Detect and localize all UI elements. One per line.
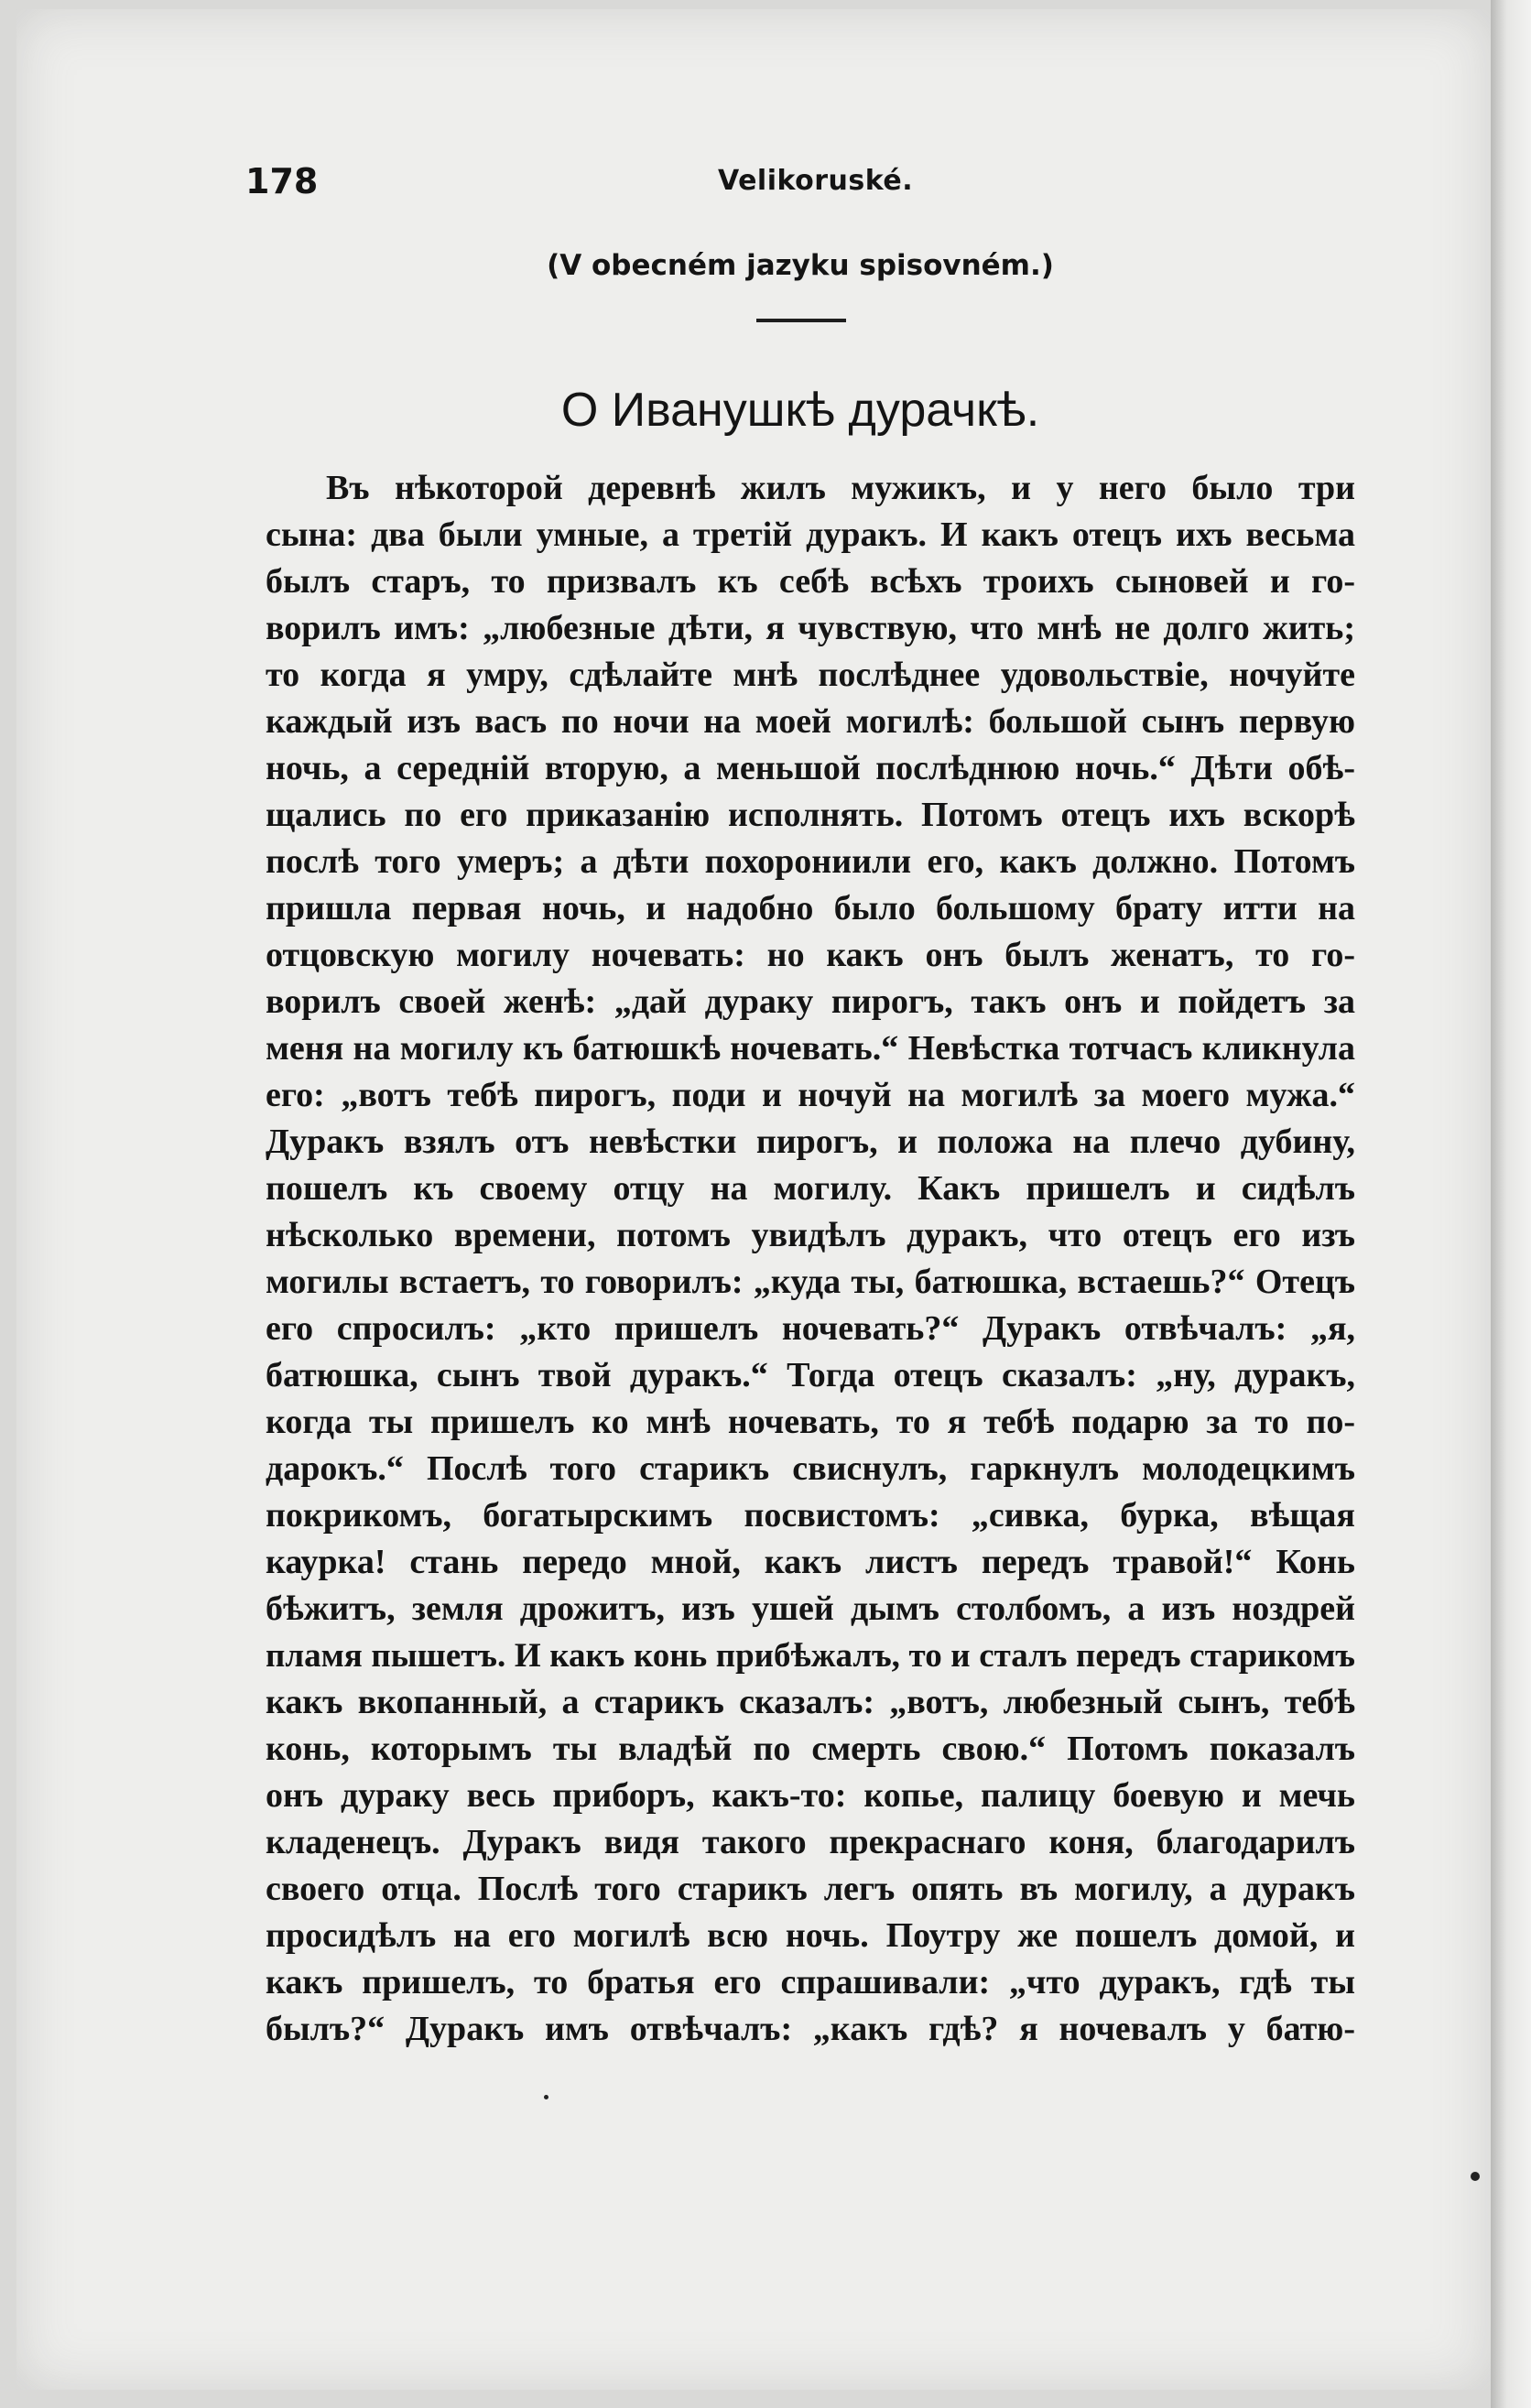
text-line: каждый изъ васъ по ночи на моей могилѣ: большой сынъ первую — [266, 702, 1355, 741]
text-line: дарокъ.“ Послѣ того старикъ свиснулъ, гаркнулъ молодецкимъ — [266, 1449, 1355, 1488]
ink-speck — [1471, 2172, 1480, 2181]
text-line: то когда я умру, сдѣлайте мнѣ послѣднее удовольствіе, ночуйте — [266, 656, 1355, 694]
page-edge — [1491, 0, 1531, 2408]
text-line: пламя пышетъ. И какъ конь прибѣжалъ, то и сталъ передъ старикомъ — [266, 1637, 1355, 1675]
text-line: Въ нѣкоторой деревнѣ жилъ мужикъ, и у него было три — [326, 469, 1355, 507]
section-subtitle: (V obecném jazyku spisovném.) — [547, 249, 1054, 282]
running-head: Velikoruské. — [718, 165, 914, 197]
page-number: 178 — [245, 161, 319, 201]
story-text — [266, 465, 1355, 2053]
text-line: какъ вкопанный, а старикъ сказалъ: „вотъ, любезный сынъ, тебѣ — [266, 1683, 1355, 1721]
text-line: ворилъ имъ: „любезные дѣти, я чувствую, что мнѣ не долго жить; — [266, 609, 1355, 647]
text-line: своего отца. Послѣ того старикъ легъ опять въ могилу, а дуракъ — [266, 1870, 1355, 1908]
text-line: просидѣлъ на его могилѣ всю ночь. Поутру же пошелъ домой, и — [266, 1916, 1355, 1955]
text-line: каурка! стань передо мной, какъ листъ передъ травой!“ Конь — [266, 1543, 1355, 1581]
text-line: сына: два были умные, а третій дуракъ. И какъ отецъ ихъ весьма — [266, 515, 1355, 554]
ink-speck — [544, 2095, 548, 2099]
title-rule — [756, 319, 846, 322]
text-line: щались по его приказанію исполнять. Потомъ отецъ ихъ вскорѣ — [266, 796, 1355, 834]
text-line: Дуракъ взялъ отъ невѣстки пирогъ, и положа на плечо дубину, — [266, 1123, 1355, 1161]
text-line: ночь, а середній вторую, а меньшой послѣднюю ночь.“ Дѣти обѣ- — [266, 749, 1355, 787]
text-line: меня на могилу къ батюшкѣ ночевать.“ Невѣстка тотчасъ кликнула — [266, 1029, 1355, 1068]
story-title: О Иванушкѣ дурачкѣ. — [560, 384, 1040, 437]
text-line: когда ты пришелъ ко мнѣ ночевать, то я тебѣ подарю за то по- — [266, 1403, 1355, 1441]
text-line: нѣсколько времени, потомъ увидѣлъ дуракъ, что отецъ его изъ — [266, 1216, 1355, 1254]
text-line: былъ?“ Дуракъ имъ отвѣчалъ: „какъ гдѣ? я ночевалъ у батю- — [266, 2010, 1355, 2048]
text-line: покрикомъ, богатырскимъ посвистомъ: „сивка, бурка, вѣщая — [266, 1496, 1355, 1535]
text-line: его: „вотъ тебѣ пирогъ, поди и ночуй на могилѣ за моего мужа.“ — [266, 1076, 1355, 1114]
text-line: ворилъ своей женѣ: „дай дураку пирогъ, такъ онъ и пойдетъ за — [266, 982, 1355, 1021]
text-line: пошелъ къ своему отцу на могилу. Какъ пришелъ и сидѣлъ — [266, 1169, 1355, 1208]
text-line: кладенецъ. Дуракъ видя такого прекраснаго коня, благодарилъ — [266, 1823, 1355, 1861]
text-line: отцовскую могилу ночевать: но какъ онъ былъ женатъ, то го- — [266, 936, 1355, 974]
text-line: послѣ того умеръ; а дѣти похорониили его, какъ должно. Потомъ — [266, 842, 1355, 881]
page-header — [245, 161, 1355, 207]
text-line: его спросилъ: „кто пришелъ ночевать?“ Дуракъ отвѣчалъ: „я, — [266, 1309, 1355, 1348]
text-line: какъ пришелъ, то братья его спрашивали: „что дуракъ, гдѣ ты — [266, 1963, 1355, 2001]
text-line: онъ дураку весь приборъ, какъ-то: копье, палицу боевую и мечь — [266, 1776, 1355, 1815]
text-line: пришла первая ночь, и надобно было большому брату итти на — [266, 889, 1355, 927]
text-line: былъ старъ, то призвалъ къ себѣ всѣхъ троихъ сыновей и го- — [266, 562, 1355, 601]
text-line: могилы встаетъ, то говорилъ: „куда ты, батюшка, встаешь?“ Отецъ — [266, 1263, 1355, 1301]
text-line: бѣжитъ, земля дрожитъ, изъ ушей дымъ столбомъ, а изъ ноздрей — [266, 1589, 1355, 1628]
text-line: конь, которымъ ты владѣй по смерть свою.“ Потомъ показалъ — [266, 1730, 1355, 1768]
text-line: батюшка, сынъ твой дуракъ.“ Тогда отецъ сказалъ: „ну, дуракъ, — [266, 1356, 1355, 1394]
